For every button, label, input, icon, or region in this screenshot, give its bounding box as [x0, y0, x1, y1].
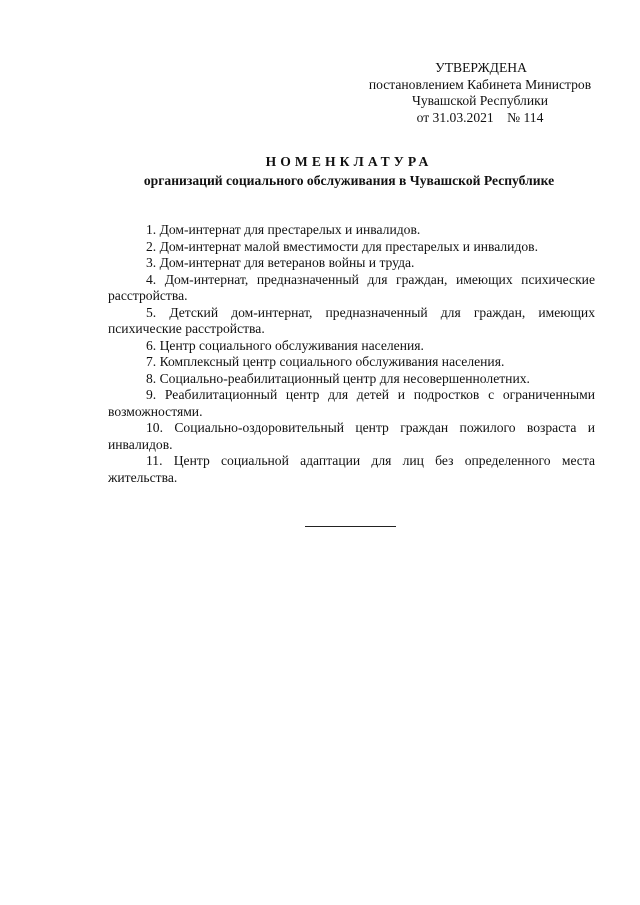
list-item: 2. Дом-интернат малой вместимости для престарелых и инвалидов. [146, 238, 538, 254]
list-item: 10. Социально-оздоровительный центр граждан пожилого возраста и инвалидов. [108, 420, 595, 452]
approval-date: от 31.03.2021 [416, 109, 494, 125]
approval-stamp [330, 60, 630, 126]
list-item: 1. Дом-интернат для престарелых и инвалидов. [146, 222, 421, 237]
list-item: 3. Дом-интернат для ветеранов войны и труда. [146, 255, 415, 270]
list-item: 5. Детский дом-интернат, предназначенный для граждан, имеющих психические расстройства. [108, 304, 595, 336]
closing-divider [305, 526, 396, 527]
approval-heading: УТВЕРЖДЕНА [435, 60, 527, 75]
document-subtitle: организаций социального обслуживания в Чувашской Республике [143, 173, 555, 188]
approval-issuer: постановлением Кабинета Министров [368, 76, 592, 92]
organization-list [108, 222, 595, 486]
list-item: 9. Реабилитационный центр для детей и подростков с ограниченными возможностями. [108, 387, 595, 419]
list-item: 4. Дом-интернат, предназначенный для граждан, имеющих психические расстройства. [108, 271, 595, 303]
approval-republic: Чувашской Республики [412, 93, 548, 108]
approval-date-number [330, 110, 630, 127]
list-item: 7. Комплексный центр социального обслуживания населения. [146, 354, 505, 369]
list-item: 11. Центр социальной адаптации для лиц без определенного места жительства. [108, 453, 595, 485]
list-item: 8. Социально-реабилитационный центр для несовершеннолетних. [146, 370, 530, 386]
list-item: 6. Центр социального обслуживания населения. [146, 337, 424, 353]
approval-number: № 114 [507, 109, 544, 125]
document-title: НОМЕНКЛАТУРА [265, 154, 433, 169]
